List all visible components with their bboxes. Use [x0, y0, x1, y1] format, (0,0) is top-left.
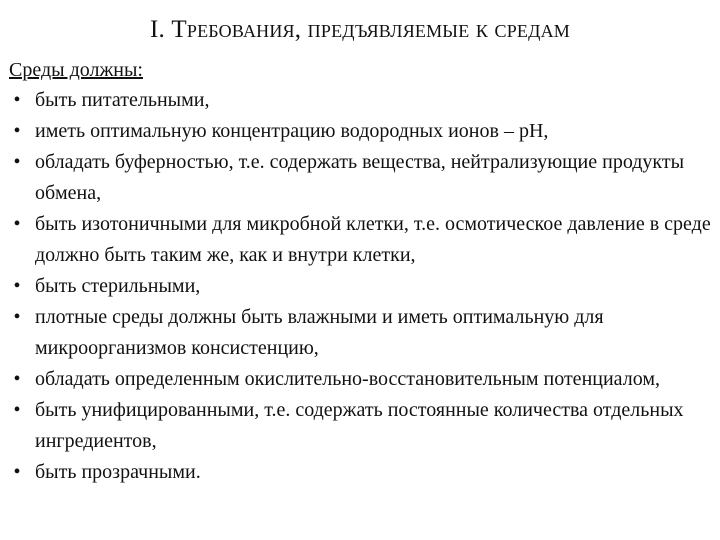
list-item-text: быть изотоничными для микробной клетки, т.е. осмотическое давление в среде должно быть таким же, как и внутри клетки, — [35, 213, 711, 266]
bullet-icon: • — [13, 368, 21, 390]
bullet-icon: • — [13, 306, 21, 328]
requirements-list — [9, 85, 714, 488]
list-item-text: быть прозрачными. — [35, 461, 201, 483]
bullet-icon: • — [13, 275, 21, 297]
list-item-text: обладать определенным окислительно-восстановительным потенциалом, — [35, 368, 660, 390]
slide-title: I. Требования, предъявляемые к средам — [149, 16, 571, 43]
bullet-icon: • — [13, 399, 21, 421]
slide-subtitle: Среды должны: — [9, 59, 143, 81]
list-item — [9, 302, 714, 364]
bullet-icon: • — [13, 213, 21, 235]
bullet-icon: • — [13, 120, 21, 142]
bullet-icon: • — [13, 89, 21, 111]
list-item — [9, 147, 714, 209]
bullet-icon: • — [13, 151, 21, 173]
list-item — [9, 395, 714, 457]
list-item — [9, 457, 714, 488]
bullet-icon: • — [13, 461, 21, 483]
list-item — [9, 271, 714, 302]
list-item — [9, 85, 714, 116]
list-item — [9, 116, 714, 147]
list-item-text: иметь оптимальную концентрацию водородных ионов – рН, — [35, 120, 549, 142]
list-item — [9, 209, 714, 271]
list-item-text: быть унифицированными, т.е. содержать постоянные количества отдельных ингредиентов, — [35, 399, 684, 452]
list-item-text: быть стерильными, — [35, 275, 201, 297]
list-item-text: обладать буферностью, т.е. содержать вещества, нейтрализующие продукты обмена, — [35, 151, 685, 204]
list-item-text: быть питательными, — [35, 89, 210, 111]
list-item-text: плотные среды должны быть влажными и иметь оптимальную для микроорганизмов консистенцию, — [35, 306, 604, 359]
list-item — [9, 364, 714, 395]
